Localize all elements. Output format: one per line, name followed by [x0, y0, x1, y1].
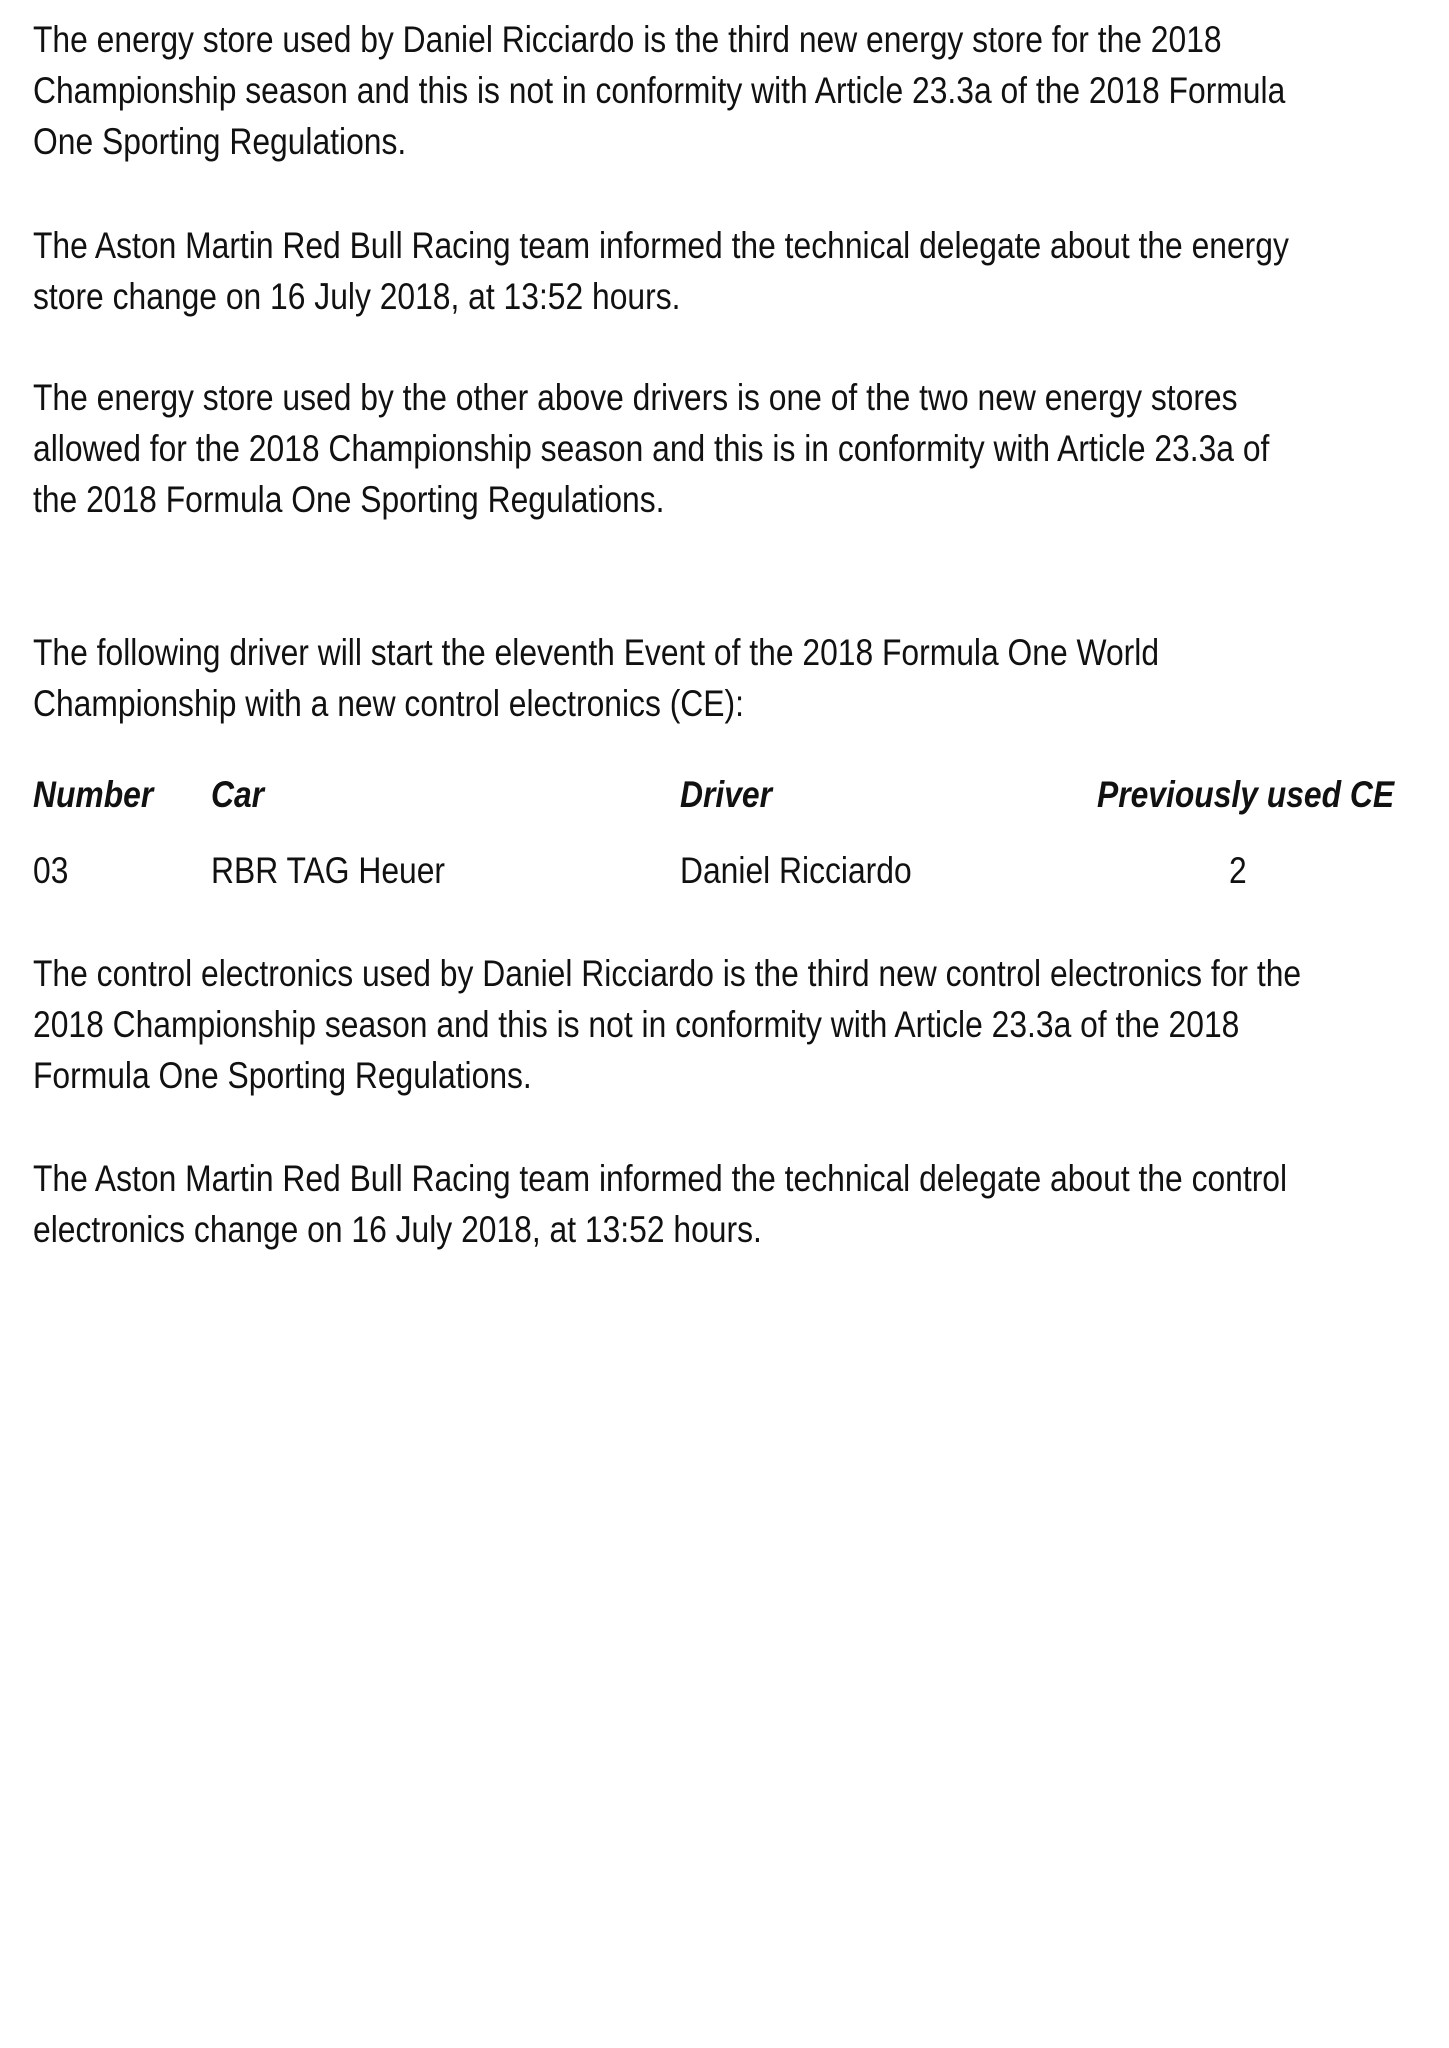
table-header-row	[0, 769, 1449, 821]
text-line: allowed for the 2018 Championship season and this is in conformity with Article 23.3a of	[33, 428, 1270, 469]
paragraph-control-electronics-notification	[33, 1153, 1288, 1255]
text-line: the 2018 Formula One Sporting Regulations.	[33, 479, 665, 520]
paragraph-energy-store-notification	[33, 220, 1289, 322]
paragraph-control-electronics-ricciardo	[33, 948, 1302, 1101]
text-line: Formula One Sporting Regulations.	[33, 1055, 532, 1096]
paragraph-energy-store-other-drivers	[33, 372, 1270, 525]
header-number: Number	[33, 774, 154, 815]
table-row	[0, 845, 1449, 897]
text-line: 2018 Championship season and this is not in conformity with Article 23.3a of the 2018	[33, 1004, 1240, 1045]
header-previously-used-ce: Previously used CE	[1097, 774, 1395, 815]
paragraph-control-electronics-intro	[33, 627, 1228, 729]
text-line: The Aston Martin Red Bull Racing team informed the technical delegate about the control	[33, 1158, 1288, 1199]
text-line: The energy store used by the other above drivers is one of the two new energy stores	[33, 377, 1238, 418]
text-line: Championship with a new control electronics (CE):	[33, 683, 744, 724]
text-line: One Sporting Regulations.	[33, 121, 407, 162]
header-driver: Driver	[680, 774, 772, 815]
cell-driver: Daniel Ricciardo	[680, 850, 912, 891]
text-line: The energy store used by Daniel Ricciardo is the third new energy store for the 2018	[33, 19, 1222, 60]
cell-car: RBR TAG Heuer	[211, 850, 446, 891]
paragraph-energy-store-ricciardo	[33, 14, 1286, 167]
text-line: The following driver will start the eleventh Event of the 2018 Formula One World	[33, 632, 1160, 673]
cell-number: 03	[33, 850, 69, 891]
cell-previously-used-ce: 2	[1229, 850, 1247, 891]
text-line: store change on 16 July 2018, at 13:52 hours.	[33, 276, 681, 317]
text-line: The control electronics used by Daniel Ricciardo is the third new control electronics for the	[33, 953, 1302, 994]
text-line: The Aston Martin Red Bull Racing team informed the technical delegate about the energy	[33, 225, 1289, 266]
text-line: Championship season and this is not in conformity with Article 23.3a of the 2018 Formula	[33, 70, 1286, 111]
header-car: Car	[211, 774, 265, 815]
text-line: electronics change on 16 July 2018, at 13:52 hours.	[33, 1209, 762, 1250]
